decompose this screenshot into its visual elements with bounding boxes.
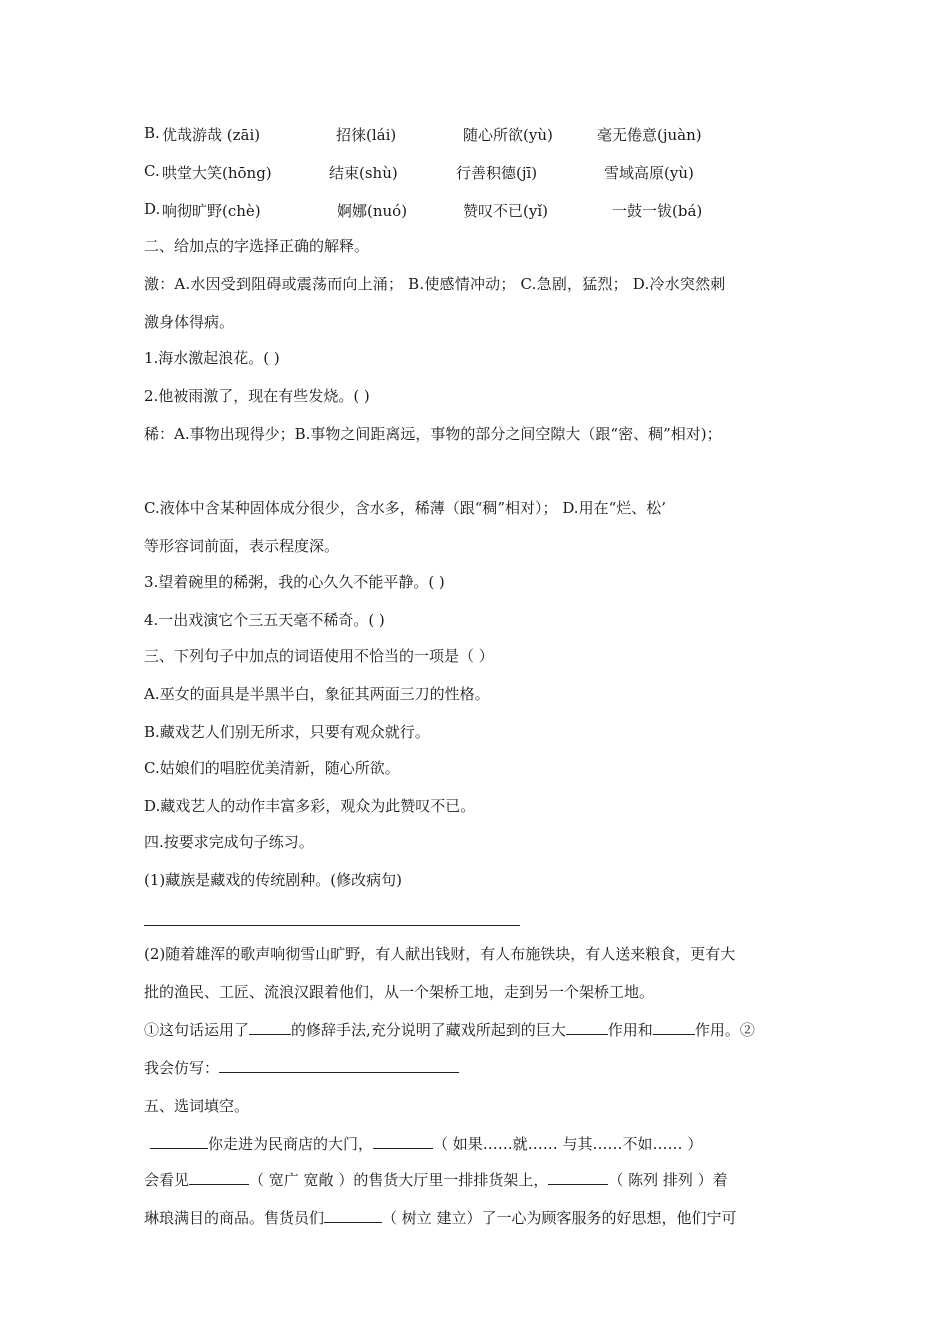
option-label: B.: [144, 124, 160, 142]
sub1-text: 作用。②: [694, 1021, 755, 1039]
question-2: 2.他被雨激了，现在有些发烧。( ): [144, 387, 370, 405]
fill-blank[interactable]: [324, 1208, 382, 1223]
sub2-label: 我会仿写：: [144, 1059, 220, 1077]
section3-option-d: D.藏戏艺人的动作丰富多彩，观众为此赞叹不已。: [144, 797, 476, 815]
definition-xi-line2: C.液体中含某种固体成分很少，含水多，稀薄（跟“稠”相对）； D.用在“烂、松’: [144, 499, 667, 517]
answer-line[interactable]: [144, 925, 520, 926]
option-item: 婀娜(nuó): [337, 202, 408, 220]
section3-option-c: C.姑娘们的唱腔优美清新，随心所欲。: [144, 759, 400, 777]
question-1: 1.海水激起浪花。( ): [144, 349, 280, 367]
fill-blank[interactable]: [548, 1170, 608, 1185]
option-item: 响彻旷野(chè): [162, 202, 261, 220]
section5-title: 五、选词填空。: [144, 1097, 250, 1115]
section3-title: 三、下列句子中加点的词语使用不恰当的一项是（ ）: [144, 647, 494, 665]
option-item: 随心所欲(yù): [463, 126, 553, 144]
definition-xi-line3: 等形容词前面，表示程度深。: [144, 537, 340, 555]
section5-text: （ 宽广 宽敞 ）的售货大厅里一排排货架上，: [249, 1171, 549, 1189]
section5-text: （ 陈列 排列 ）着: [608, 1171, 728, 1189]
option-item: 招徕(lái): [336, 126, 397, 144]
definition-ji-line2: 激身体得病。: [144, 313, 235, 331]
section5-text: （ 如果……就…… 与其……不如…… ）: [433, 1135, 703, 1153]
fill-blank[interactable]: [219, 1058, 459, 1073]
definition-ji-line1: 激：A.水因受到阻碍或震荡而向上涌； B.使感情冲动； C.急剧，猛烈； D.冷水突然刺: [144, 275, 726, 293]
question-4: 4.一出戏演它个三五天毫不稀奇。( ): [144, 611, 385, 629]
fill-blank[interactable]: [189, 1170, 249, 1185]
fill-blank[interactable]: [653, 1020, 695, 1035]
definition-xi-line1: 稀：A.事物出现得少；B.事物之间距离远，事物的部分之间空隙大（跟“密、稠”相对)；: [144, 425, 722, 443]
fill-blank[interactable]: [150, 1134, 208, 1149]
section5-text: （ 树立 建立）了一心为顾客服务的好思想，他们宁可: [382, 1209, 737, 1227]
section4-question-2-line2: 批的渔民、工匠、流浪汉跟着他们，从一个架桥工地，走到另一个架桥工地。: [144, 983, 655, 1001]
section5-line3: [144, 1208, 737, 1228]
option-item: 结束(shù): [329, 164, 398, 182]
section5-line2: [144, 1170, 728, 1190]
option-item: 哄堂大笑(hōng): [162, 164, 272, 182]
option-item: 赞叹不已(yǐ): [463, 202, 548, 220]
sub1-text: ①这句话运用了: [144, 1021, 250, 1039]
sub1-text: 的修辞手法,充分说明了藏戏所起到的巨大: [291, 1021, 566, 1039]
section2-title: 二、给加点的字选择正确的解释。: [144, 237, 370, 255]
section3-option-a: A.巫女的面具是半黑半白，象征其两面三刀的性格。: [144, 685, 490, 703]
fill-blank[interactable]: [249, 1020, 291, 1035]
section4-sub1: [144, 1020, 755, 1040]
option-label: C.: [144, 162, 160, 180]
section5-text: 琳琅满目的商品。售货员们: [144, 1209, 325, 1227]
question-3: 3.望着碗里的稀粥，我的心久久不能平静。( ): [144, 573, 445, 591]
option-item: 雪域高原(yù): [604, 164, 694, 182]
option-label: D.: [144, 200, 161, 218]
section4-title: 四.按要求完成句子练习。: [144, 833, 314, 851]
option-item: 一鼓一钹(bá): [612, 202, 703, 220]
section5-text: 会看见: [144, 1171, 190, 1189]
fill-blank[interactable]: [566, 1020, 608, 1035]
section5-line1: [144, 1134, 702, 1154]
section3-option-b: B.藏戏艺人们别无所求，只要有观众就行。: [144, 723, 430, 741]
option-item: 优哉游哉 (zāi): [162, 126, 261, 144]
sub1-text: 作用和: [607, 1021, 653, 1039]
fill-blank[interactable]: [373, 1134, 433, 1149]
section5-text: 你走进为民商店的大门，: [208, 1135, 374, 1153]
section4-question-2-line1: (2)随着雄浑的歌声响彻雪山旷野，有人献出钱财，有人布施铁块，有人送来粮食，更有大: [144, 945, 736, 963]
section4-sub2: [144, 1058, 459, 1078]
section4-question-1: (1)藏族是藏戏的传统剧种。(修改病句): [144, 871, 402, 889]
option-item: 毫无倦意(juàn): [597, 126, 702, 144]
option-item: 行善积德(jī): [456, 164, 538, 182]
